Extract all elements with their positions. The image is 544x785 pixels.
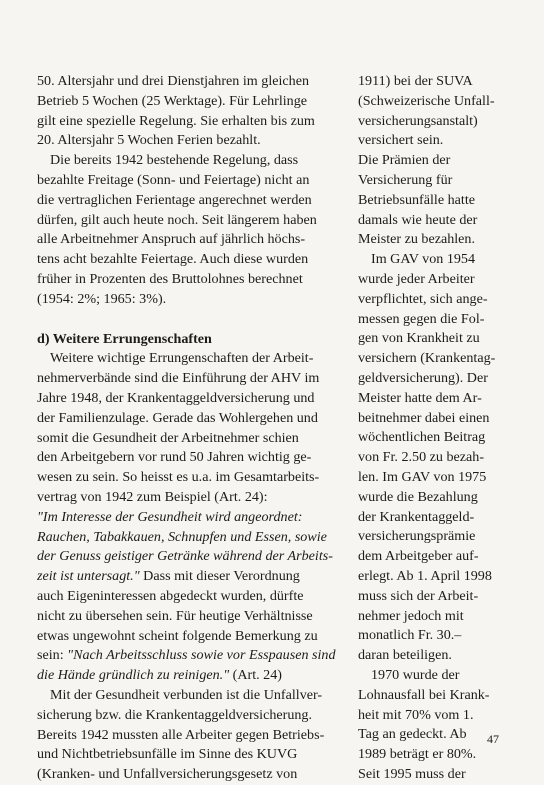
- main-text-column: [37, 72, 336, 785]
- quoted-text: "Nach Arbeitsschluss sowie vor Esspausen sind: [67, 647, 336, 664]
- text-line: versichern (Krankentag-: [358, 350, 496, 367]
- text-line: messen gegen die Fol-: [358, 310, 485, 327]
- text-line: monatlich Fr. 30.–: [358, 627, 462, 644]
- text-line: den Arbeitgebern vor rund 50 Jahren wichtig ge-: [37, 449, 312, 466]
- text-line: Seit 1995 muss der: [358, 765, 466, 782]
- text-line: Versicherung für: [358, 171, 453, 188]
- text-line: Weitere wichtige Errungenschaften der Arbeit-: [50, 350, 314, 367]
- text-line: wurde jeder Arbeiter: [358, 270, 475, 287]
- text-line: [37, 666, 323, 686]
- text-line: der Familienzulage. Gerade das Wohlergehen und: [37, 409, 318, 426]
- text-line: damals wie heute der: [358, 211, 478, 228]
- text-line: [37, 567, 323, 587]
- text-line: 1989 beträgt er 80%.: [358, 746, 477, 763]
- text-line: dürfen, gilt auch heute noch. Seit längerem haben: [37, 211, 317, 228]
- text-line: verpflichtet, sich ange-: [358, 290, 488, 307]
- text-line: gen von Krankheit zu: [358, 330, 480, 347]
- text-line: etwas ungewohnt scheint folgende Bemerkung zu: [37, 627, 318, 644]
- text-line: und Nichtbetriebsunfälle im Sinne des KUVG: [37, 746, 298, 763]
- text-line: erlegt. Ab 1. April 1998: [358, 567, 492, 584]
- text-line: [37, 547, 333, 567]
- text-line: geldversicherung). Der: [358, 369, 488, 386]
- text-line: (1954: 2%; 1965: 3%).: [37, 290, 167, 307]
- quoted-text: zeit ist untersagt.": [37, 568, 140, 585]
- text-line: Jahre 1948, der Krankentaggeldversicherung und: [37, 389, 315, 406]
- text-line: len. Im GAV von 1975: [358, 468, 487, 485]
- text-line: Im GAV von 1954: [371, 251, 476, 268]
- text-line: früher in Prozenten des Bruttolohnes berechnet: [37, 270, 303, 287]
- line-text: (Art. 24): [229, 667, 282, 684]
- quoted-text: der Genuss geistiger Getränke während der Arbeits-: [37, 548, 333, 565]
- text-line: Meister hatte dem Ar-: [358, 389, 482, 406]
- text-line: versichert sein.: [358, 132, 444, 149]
- text-line: Betrieb 5 Wochen (25 Werktage). Für Lehrlinge: [37, 92, 307, 109]
- text-line: von Fr. 2.50 zu bezah-: [358, 449, 485, 466]
- page-number: 47: [487, 732, 499, 746]
- text-line: dem Arbeitgeber auf-: [358, 548, 479, 565]
- text-line: bezahlte Freitage (Sonn- und Feiertage) nicht an: [37, 171, 310, 188]
- text-line: beitnehmer dabei einen: [358, 409, 490, 426]
- text-line: Die bereits 1942 bestehende Regelung, dass: [50, 152, 299, 169]
- text-line: Bereits 1942 mussten alle Arbeiter gegen Betriebs-: [37, 726, 325, 743]
- text-line: [37, 528, 327, 548]
- quoted-text: "Im Interesse der Gesundheit wird angeordnet:: [37, 508, 303, 525]
- text-line: sicherung bzw. die Krankentaggeldversicherung.: [37, 706, 312, 723]
- text-line: Die Prämien der: [358, 152, 451, 169]
- text-line: Mit der Gesundheit verbunden ist die Unfallver-: [50, 686, 323, 703]
- side-text-column: [358, 72, 506, 785]
- text-line: (Schweizerische Unfall-: [358, 92, 495, 109]
- text-line: auch Eigeninteressen abgedeckt wurden, dürfte: [37, 587, 304, 604]
- text-line: wurde die Bezahlung: [358, 488, 478, 505]
- text-line: somit die Gesundheit der Arbeitnehmer schien: [37, 429, 299, 446]
- text-line: Meister zu bezahlen.: [358, 231, 476, 248]
- text-line: 1970 wurde der: [371, 666, 460, 683]
- line-text: sein:: [37, 647, 68, 664]
- text-line: vertrag von 1942 zum Beispiel (Art. 24):: [37, 488, 268, 505]
- text-line: muss sich der Arbeit-: [358, 587, 479, 604]
- text-line: gilt eine spezielle Regelung. Sie erhalten bis zum: [37, 112, 315, 129]
- text-line: Lohnausfall bei Krank-: [358, 686, 490, 703]
- text-line: wesen zu sein. So heisst es u.a. im Gesamtarbeits-: [37, 469, 320, 486]
- text-line: 1911) bei der SUVA: [358, 73, 473, 89]
- section-heading: d) Weitere Errungenschaften: [37, 330, 212, 347]
- text-line: tens acht bezahlte Feiertage. Auch diese wurden: [37, 251, 309, 268]
- text-line: heit mit 70% vom 1.: [358, 706, 474, 723]
- text-line: Tag an gedeckt. Ab: [358, 726, 467, 743]
- text-line: (Kranken- und Unfallversicherungsgesetz von: [37, 766, 298, 783]
- text-line: 20. Altersjahr 5 Wochen Ferien bezahlt.: [37, 132, 261, 149]
- text-line: nehmerverbände sind die Einführung der AHV im: [37, 370, 320, 387]
- text-line: versicherungsprämie: [358, 528, 476, 545]
- text-line: [37, 508, 323, 528]
- quoted-text: Rauchen, Tabakkauen, Schnupfen und Essen, sowie: [37, 528, 327, 545]
- text-line: 50. Altersjahr und drei Dienstjahren im gleichen: [37, 73, 310, 89]
- text-line: Betriebsunfälle hatte: [358, 191, 476, 208]
- text-line: [37, 646, 336, 666]
- text-line: versicherungsanstalt): [358, 112, 478, 129]
- text-line: die vertraglichen Ferientage angerechnet werden: [37, 191, 312, 208]
- line-text: Dass mit dieser Verordnung: [139, 568, 300, 585]
- text-line: alle Arbeitnehmer Anspruch auf jährlich höchs-: [37, 231, 306, 248]
- text-line: daran beteiligen.: [358, 647, 452, 664]
- text-line: nicht zu übersehen sein. Für heutige Verhältnisse: [37, 607, 313, 624]
- text-line: wöchentlichen Beitrag: [358, 429, 486, 446]
- quoted-text: die Hände gründlich zu reinigen.": [37, 667, 230, 684]
- text-line: nehmer jedoch mit: [358, 607, 464, 624]
- text-line: der Krankentaggeld-: [358, 508, 475, 525]
